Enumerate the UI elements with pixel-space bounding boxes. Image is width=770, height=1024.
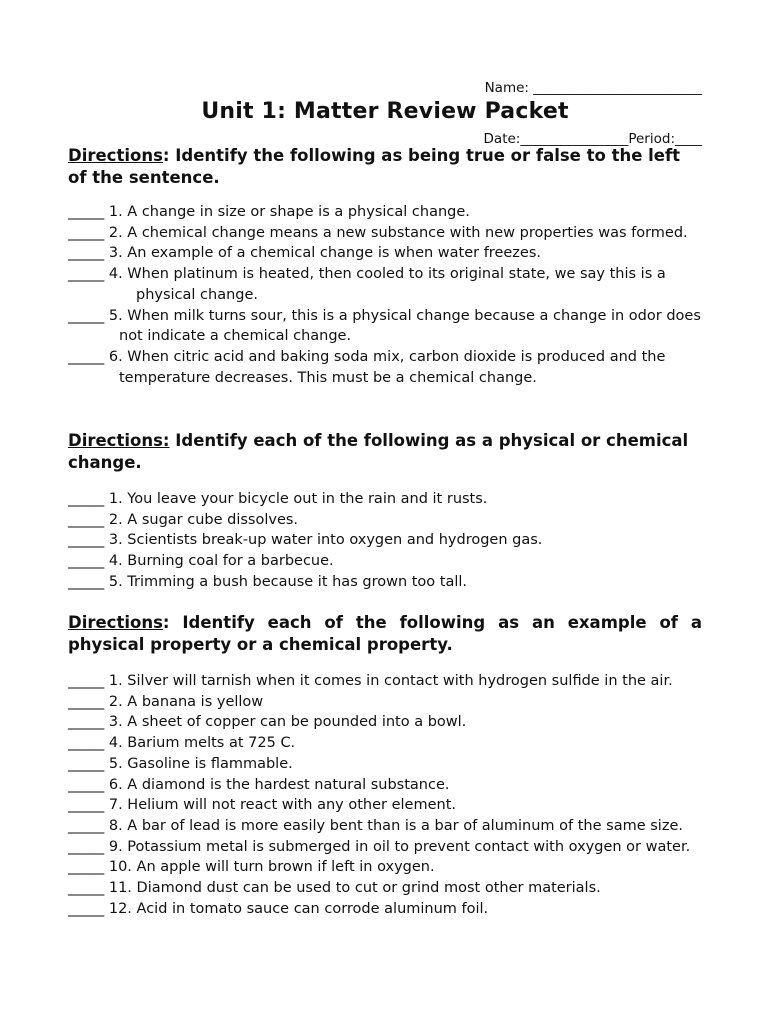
question-item[interactable]: _____ 4. Burning coal for a barbecue. — [68, 553, 334, 570]
question-item[interactable]: _____ 6. A diamond is the hardest natural substance. — [68, 776, 450, 793]
question-item[interactable]: _____ 3. A sheet of copper can be pounded into a bowl. — [68, 714, 467, 731]
section-physical-chemical-change — [68, 430, 702, 593]
directions-heading — [68, 145, 702, 189]
question-item[interactable]: _____ 5. When milk turns sour, this is a physical change because a change in odor does not indicate a chemical change. — [68, 307, 701, 345]
question-item[interactable]: _____ 6. When citric acid and baking soda mix, carbon dioxide is produced and the temperature decreases. This must be a chemical change. — [68, 348, 666, 386]
question-item[interactable]: _____ 1. A change in size or shape is a physical change. — [68, 204, 470, 220]
section-true-false — [68, 145, 702, 388]
page-title: Unit 1: Matter Review Packet — [201, 99, 569, 124]
question-item[interactable]: _____ 5. Gasoline is flammable. — [68, 755, 293, 772]
directions-heading — [68, 612, 702, 656]
date-period-line[interactable]: Date:________________Period:____ — [483, 131, 702, 147]
question-item[interactable]: _____ 12. Acid in tomato sauce can corrode aluminum foil. — [68, 900, 489, 917]
question-item[interactable]: _____ 1. Silver will tarnish when it comes in contact with hydrogen sulfide in the air. — [68, 673, 673, 689]
question-item[interactable]: _____ 2. A banana is yellow — [68, 693, 264, 710]
question-item[interactable]: _____ 9. Potassium metal is submerged in oil to prevent contact with oxygen or water. — [68, 838, 691, 855]
question-item[interactable]: _____ 3. Scientists break-up water into oxygen and hydrogen gas. — [68, 532, 543, 549]
directions-text: : Identify the following as being true or false to the left of the sentence. — [68, 146, 681, 187]
question-item[interactable]: _____ 2. A sugar cube dissolves. — [68, 511, 299, 528]
question-item[interactable]: _____ 11. Diamond dust can be used to cut or grind most other materials. — [68, 880, 601, 897]
question-item[interactable]: _____ 4. Barium melts at 725 C. — [68, 735, 296, 752]
directions-heading — [68, 430, 702, 474]
question-item[interactable]: _____ 2. A chemical change means a new substance with new properties was formed. — [68, 224, 688, 241]
question-item[interactable]: _____ 4. When platinum is heated, then cooled to its original state, we say this is a physical change. — [68, 266, 666, 303]
name-line[interactable]: Name: _________________________ — [484, 80, 702, 96]
question-list — [68, 489, 702, 593]
directions-label: Directions — [68, 613, 163, 632]
directions-text: Identify each of the following as a physical or chemical change. — [68, 431, 689, 472]
question-list — [68, 202, 702, 388]
question-list — [68, 671, 702, 919]
question-item[interactable]: _____ 10. An apple will turn brown if left in oxygen. — [68, 859, 435, 876]
question-item[interactable]: _____ 8. A bar of lead is more easily bent than is a bar of aluminum of the same size. — [68, 817, 683, 834]
question-item[interactable]: _____ 3. An example of a chemical change is when water freezes. — [68, 245, 541, 262]
directions-label: Directions: — [68, 431, 170, 450]
section-physical-chemical-property — [68, 612, 702, 919]
directions-label: Directions — [68, 146, 163, 165]
question-item[interactable]: _____ 5. Trimming a bush because it has grown too tall. — [68, 573, 468, 590]
question-item[interactable]: _____ 7. Helium will not react with any other element. — [68, 797, 457, 814]
directions-text: : Identify each of the following as an example of a physical property or a chemical property. — [68, 613, 702, 654]
question-item[interactable]: _____ 1. You leave your bicycle out in the rain and it rusts. — [68, 491, 488, 507]
